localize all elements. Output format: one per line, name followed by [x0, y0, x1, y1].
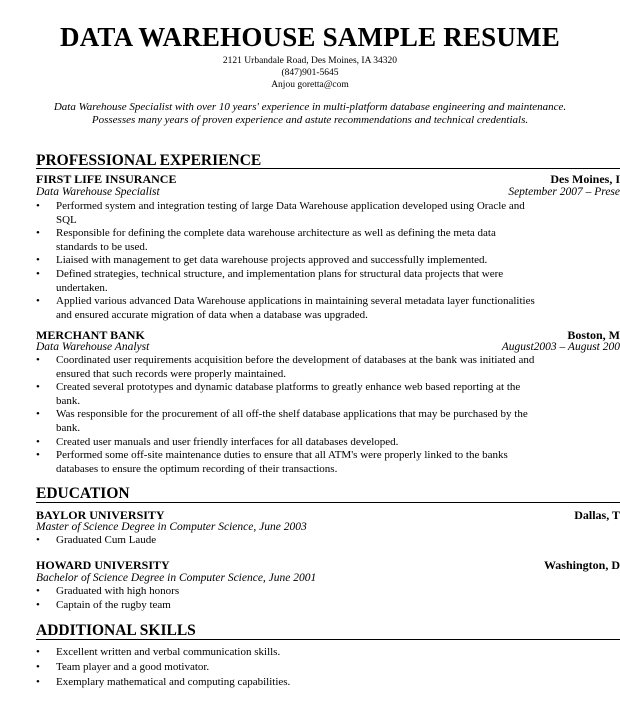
contact-address: 2121 Urbandale Road, Des Moines, IA 34320 [222, 56, 398, 66]
list-item: • Created user manuals and user friendly interfaces for all databases developed. [36, 436, 536, 450]
job-location: Boston, M [567, 328, 620, 342]
job-company: FIRST LIFE INSURANCE [36, 172, 177, 186]
job-bullet-list [36, 200, 536, 322]
school-degree: Bachelor of Science Degree in Computer Science, June 2001 [36, 572, 317, 584]
school-degree: Master of Science Degree in Computer Science, June 2003 [36, 521, 307, 533]
school-bullet-list [36, 534, 536, 548]
job-location: Des Moines, I [550, 172, 620, 186]
skills-divider [36, 639, 620, 640]
list-item: • Coordinated user requirements acquisition before the development of databases at the bank was initiated and ensured that such records were properly maintained. [36, 354, 536, 381]
job-dates: September 2007 – Prese [508, 186, 620, 198]
list-item: • Graduated with high honors [36, 585, 536, 599]
skills-heading: ADDITIONAL SKILLS [36, 622, 196, 639]
list-item: • Responsible for defining the complete data warehouse architecture as well as defining the meta data standards to be used. [36, 227, 536, 254]
job-bullet-list [36, 354, 536, 476]
job-company: MERCHANT BANK [36, 328, 145, 342]
job-title: Data Warehouse Specialist [36, 186, 160, 198]
list-item: • Performed system and integration testing of large Data Warehouse application developed using Oracle and SQL [36, 200, 536, 227]
list-item: • Exemplary mathematical and computing capabilities. [36, 675, 536, 690]
resume-title: DATA WAREHOUSE SAMPLE RESUME [60, 22, 560, 52]
summary-line-1: Data Warehouse Specialist with over 10 years' experience in multi-platform database engineering and maintenance. [53, 101, 567, 113]
job-dates: August2003 – August 200 [501, 341, 620, 353]
school-location: Washington, D [543, 558, 620, 572]
experience-divider [36, 168, 620, 169]
contact-email: Anjou goretta@com [271, 80, 349, 90]
summary-line-2: Possesses many years of proven experience and astute recommendations and technical credentials. [91, 114, 529, 126]
list-item: • Applied various advanced Data Warehouse applications in maintaining several metadata layer functionalities and ensured accurate migration of data when a database was upgraded. [36, 295, 536, 322]
education-heading: EDUCATION [36, 485, 130, 502]
school-name: HOWARD UNIVERSITY [36, 558, 170, 572]
school-bullet-list [36, 585, 536, 612]
list-item: • Liaised with management to get data warehouse projects approved and successfully implemented. [36, 254, 536, 268]
experience-heading: PROFESSIONAL EXPERIENCE [36, 152, 262, 169]
skills-bullet-list [36, 645, 536, 690]
list-item: • Captain of the rugby team [36, 599, 536, 613]
list-item: • Performed some off-site maintenance duties to ensure that all ATM's were properly linked to the banks databases to ensure the optimum recording of their transactions. [36, 449, 536, 476]
job-title: Data Warehouse Analyst [36, 341, 150, 353]
contact-phone: (847)901-5645 [281, 68, 339, 78]
school-location: Dallas, T [574, 508, 620, 522]
list-item: • Defined strategies, technical structure, and implementation plans for structural data projects that were undertaken. [36, 268, 536, 295]
list-item: • Graduated Cum Laude [36, 534, 536, 548]
list-item: • Was responsible for the procurement of all off-the shelf database applications that may be purchased by the bank. [36, 408, 536, 435]
list-item: • Team player and a good motivator. [36, 660, 536, 675]
list-item: • Created several prototypes and dynamic database platforms to greatly enhance web based reporting at the bank. [36, 381, 536, 408]
list-item: • Excellent written and verbal communication skills. [36, 645, 536, 660]
school-name: BAYLOR UNIVERSITY [36, 508, 165, 522]
education-divider [36, 502, 620, 503]
